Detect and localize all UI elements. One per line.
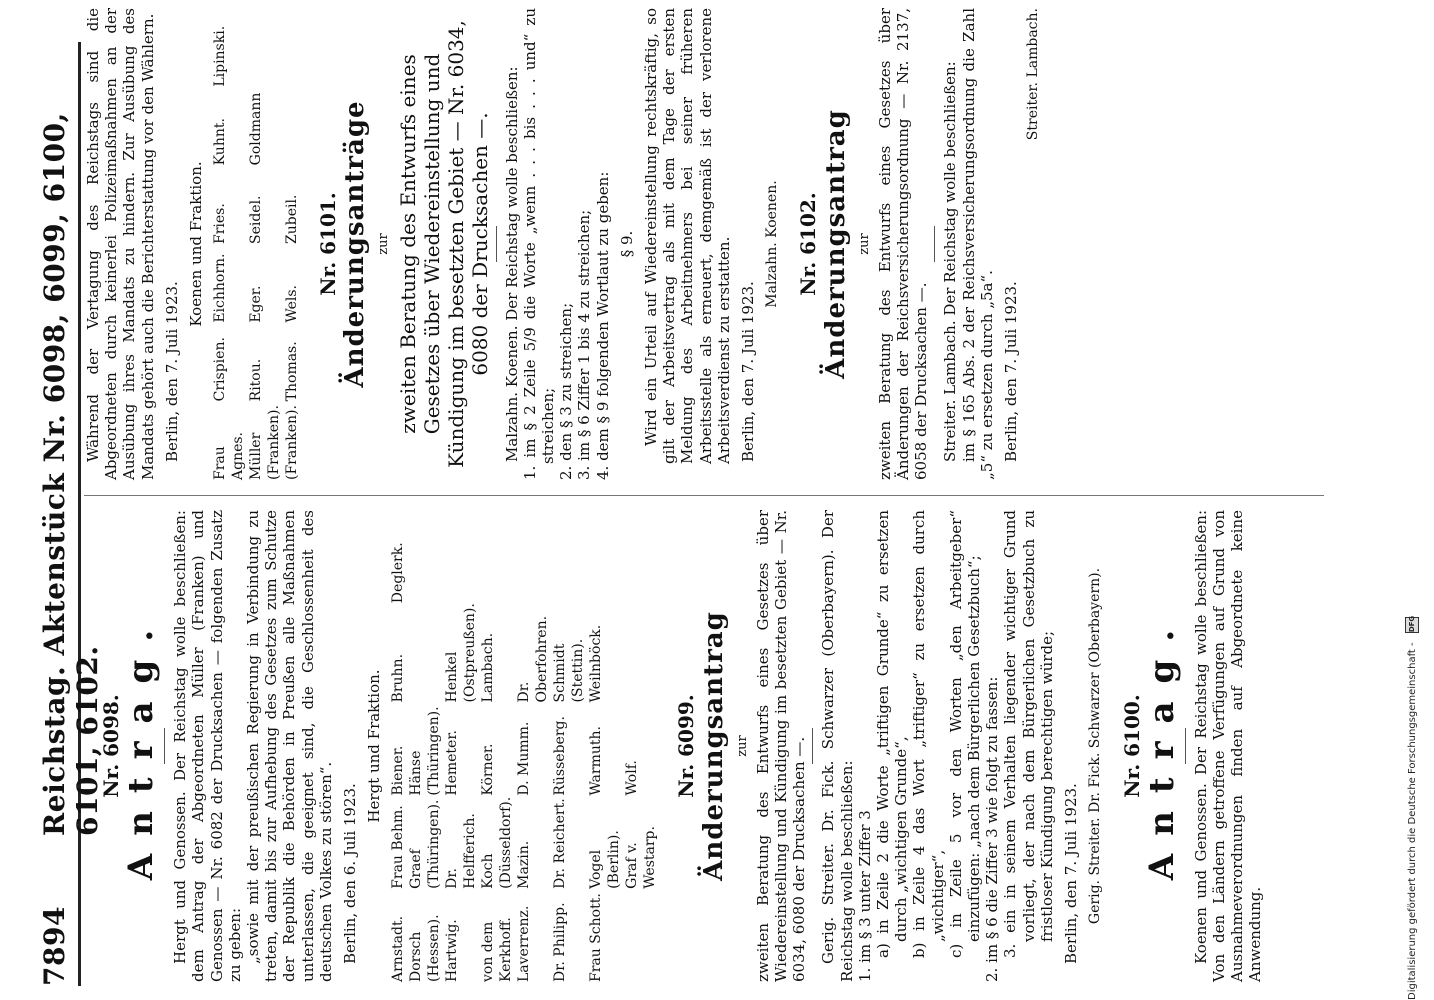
motion-item: 1. im § 3 unter Ziffer 3 [855,810,874,982]
separator [496,226,497,262]
signatory-name: Deglerk. [390,542,407,604]
motion-item: 2. im § 6 die Ziffer 3 wie folgt zu fassen: [983,676,1002,982]
section-6099 [674,510,1104,982]
signatory-name [407,603,443,702]
section-6100-continued [84,8,301,480]
signatory-name: Fries. [212,203,229,245]
signatory-name [551,510,587,603]
section-title: Änderungsantrag [820,109,851,379]
separator [164,728,165,764]
motion-item: 3. im § 6 Ziffer 1 bis 4 zu streichen; [575,209,594,480]
signatory-name: Hartwig. [444,919,461,982]
section-number: Nr. 6098. [99,694,123,798]
page-header-title: Reichstag. Aktenstück Nr. 6098, 6099, 6100, 6101, 6102. [38,112,104,836]
signatory-name: Hemeter. [444,730,461,796]
signatory-name: Henkel (Ostpreußen). [444,603,479,703]
section-title: Änderungsanträge [340,100,371,388]
signatory-name: Wels. [284,285,301,323]
signatory-name [407,510,443,603]
signatory-name: Zubeil. [284,194,301,245]
motion-date: Berlin, den 7. Juli 1923. [1002,281,1021,462]
section-number: Nr. 6099. [674,694,699,798]
paragraph-text: Wird ein Urteil auf Wiedereinstellung rechtskräftig, so gilt der Arbeitsvertrag als mit dem Tage der ersten Meldung des Arbeitnehmers bei seiner früheren Arbeitsstelle als erneuert, demgemäß ist der verlorene Arbeitsverdienst zu erstatten. [642,8,733,464]
motion-item: 1. im § 2 Zeile 5/9 die Worte „wenn . . . bis . . . und“ zu streichen; [520,8,558,480]
page-number: 7894 [38,906,71,986]
signatory-name: Weilnböck. [588,624,605,703]
signatory-name [479,510,515,603]
motion-item: c) in Zeile 5 vor den Worten „den Arbeitgeber“ einzufügen: „nach dem Bürgerlichen Gesetzbuch“; [946,510,984,958]
motion-date: Berlin, den 7. Juli 1923. [1062,783,1081,964]
motion-signature: Malzahn. Koenen. [764,180,781,308]
motion-text: Koenen und Genossen. Der Reichstag wolle beschließen: Von den Ländern getroffene Verfügungen auf Grund von Ausnahmeverordnungen finden auf Abgeordnete keine Anwendung. [1191,510,1265,982]
motion-intro: Streiter. Lambach. Der Reichstag wolle beschließen: [941,61,960,462]
signatory-name [623,603,659,702]
signatory-name [247,8,283,87]
motion-text: im § 165 Abs. 2 der Reichsversicherungsordnung die Zahl „5“ zu ersetzen durch „5a“. [959,8,996,480]
signatory-name: (Franken). [284,405,301,480]
section-title: Änderungsantrag [698,611,729,881]
motion-intro: Malzahn. Koenen. Der Reichstag wolle beschließen: [502,66,521,462]
signatory-name: Dorsch (Hessen). [408,914,443,982]
signatory-name [515,510,551,603]
signatory-name: Warmuth. [588,726,605,796]
motion-intro: Gerig. Streiter. Dr. Fick. Schwarzer (Oberbayern). Der Reichstag wolle beschließen: [819,510,856,982]
section-6102 [796,8,1042,480]
section-number: Nr. 6102. [796,192,821,296]
signatory-name: Dr. Philipp. [552,902,569,982]
right-column [84,8,1344,480]
signatory-name: Kuhnt. [212,118,229,166]
motion-quote: „sowie mit der preußischen Regierung in Verbindung zu treten, damit bis zur Aufhebung des Gesetzes zum Schutze der Republik die Behörden in Preußen alle Maßnahmen unterlassen, die geeignet sind, die Geschlossenheit des deutschen Volkes zu stören“. [244,510,335,982]
motion-item: 2. den § 3 zu streichen; [557,302,576,480]
motion-intro: Hergt und Genossen. Der Reichstag wolle beschließen: dem Antrag der Abgeordneten Müller (Franken) und Genossen — Nr. 6082 der Drucksachen — folgenden Zusatz zu geben: [171,510,244,982]
section-zur: zur [856,233,872,255]
section-zur: zur [376,233,392,255]
section-heading: zweiten Beratung des Entwurfs eines Gesetzes über Änderungen der Reichsversicherungsordnung — Nr. 2137, 6058 der Drucksachen —. [875,8,931,480]
signatory-name: von dem Kerkhoff. [480,917,515,982]
signatory-name: Arnstadt. [390,915,407,982]
motion-item: a) in Zeile 2 die Worte „triftigen Grunde“ zu ersetzen durch „wichtigen Grunde“, [874,510,911,958]
separator [934,226,935,262]
motion-date: Berlin, den 7. Juli 1923. [162,281,181,462]
signatory-name: Dr. Reichert. [552,798,569,889]
paragraph-title: § 9. [617,230,636,258]
signatory-name: Goldmann [248,92,265,166]
section-6098 [99,510,659,982]
separator [812,728,813,764]
section-heading: zweiten Beratung des Entwurfs eines Gesetzes über Wiedereinstellung und Kündigung im besetzten Gebiet — Nr. 6034, 6080 der Drucksachen —. [753,510,809,982]
signatory-name: Graf v. Westarp. [624,826,659,889]
section-number: Nr. 6101. [316,192,341,296]
signatory-name [623,889,659,982]
signatory-name: Lipinski. [212,25,229,87]
signatory-list [389,510,659,982]
signatory-name: Vogel (Berlin). [588,830,623,889]
signatory-name: Lambach. [480,632,497,703]
signatory-name: Seidel. [248,195,265,245]
motion-item: 3. ein in seinem Verhalten liegender wichtiger Grund vorliegt, der nach dem Bürgerlichen Gesetzbuch zu fristloser Kündigung berechtigen würde; [1001,510,1056,958]
signatory-name: Wolf. [624,760,641,796]
signatory-name: Rüsseberg. [552,716,569,796]
dfg-logo: DFG [1405,617,1419,633]
signatory-name [283,87,301,166]
motion-group: Koenen und Fraktion. [187,161,206,327]
section-title: Antrag. [1141,611,1182,881]
signatory-name: Thomas. [284,341,301,402]
signatory-name: Crispien. [212,337,229,402]
signatory-name [283,8,301,87]
digitization-footer [1398,0,1428,1000]
section-zur: zur [734,735,750,757]
section-6100 [1119,510,1265,982]
signatory-name: Frau Behm. [390,805,407,889]
signatory-name: Körner. [480,743,497,796]
section-number: Nr. 6100. [1119,694,1144,798]
signatory-name [443,510,479,603]
motion-date: Berlin, den 6. Juli 1923. [341,783,360,964]
separator [1185,728,1186,764]
signatory-name [623,510,659,603]
signatory-name: Frau Agnes. [212,431,247,480]
signatory-name: Frau Schott. [588,893,605,982]
page-header [38,42,104,986]
motion-item: b) in Zeile 4 das Wort „triftiger“ zu ersetzen durch „wichtiger“, [910,510,947,958]
footer-text: Digitalisierung gefördert durch die Deutsche Forschungsgemeinschaft - [1407,642,1418,1000]
section-heading: zweiten Beratung des Entwurfs eines Gesetzes über Wiedereinstellung und Kündigung im besetzten Gebiet — Nr. 6034, 6080 der Drucksachen —. [395,20,492,468]
signatory-name: Hänse (Thüringen). [408,706,443,796]
section-6101 [316,8,781,480]
signatory-name: Mazin. [516,840,533,889]
motion-group: Hergt und Fraktion. [365,669,384,823]
signatory-list [211,8,301,480]
signatory-name: D. Mumm. [516,721,533,796]
signatory-name: Eichhorn. [212,253,229,323]
signatory-name: Biener. [390,745,407,796]
section-title: Antrag. [121,611,162,881]
signatory-name: Bruhn. [390,653,407,703]
signatory-name: Müller (Franken). [248,405,283,480]
signatory-name [587,510,623,603]
signatory-name: Koch (Düsseldorf). [480,796,515,889]
motion-text: Während der Vertagung des Reichstags sind die Abgeordneten durch keinerlei Polizeimaßnahmen an der Ausübung ihres Mandats zu hindern. Zur Ausübung des Mandats gehört auch die Berichterstattung vor den Wählern. [84,8,157,480]
column-divider [84,495,1324,496]
motion-item: 4. dem § 9 folgenden Wortlaut zu geben: [593,171,612,480]
signatory-name: Ritou. [248,358,265,402]
left-column [84,510,1344,982]
motion-signature: Streiter. Lambach. [1025,8,1042,141]
signatory-name: Dr. Oberfohren. [516,615,551,703]
signatory-name: Graef (Thüringen). [408,799,443,889]
signatory-name: Laverrenz. [516,905,533,982]
signatory-name: Schmidt (Stettin). [552,638,587,703]
motion-date: Berlin, den 7. Juli 1923. [739,281,758,462]
motion-signature: Gerig. Streiter. Dr. Fick. Schwarzer (Oberbayern). [1087,567,1104,925]
signatory-name: Eger. [248,285,265,323]
signatory-name: Dr. Helfferich. [444,813,479,889]
